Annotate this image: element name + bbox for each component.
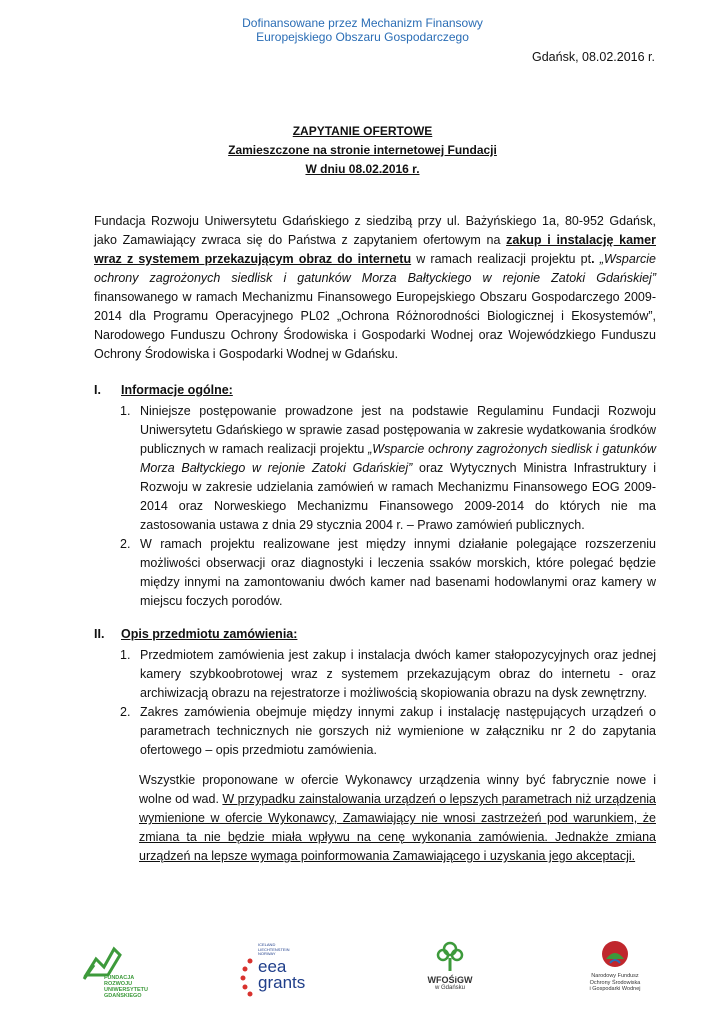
intro-text: Fundacja Rozwoju Uniwersytetu Gdańskiego z siedzibą przy ul. Bażyńskiego 1a, 80-952 Gdańsk, jako Zamawiający zwraca się do Państwa z zapytaniem ofertowym na: [94, 214, 656, 247]
list-item-number: 2.: [120, 705, 131, 719]
section-1-heading: [94, 383, 233, 397]
document-title: [0, 122, 725, 179]
grants-text: grants: [258, 973, 306, 992]
eea-dots-icon: [240, 957, 256, 997]
title-line1: ZAPYTANIE OFERTOWE: [292, 124, 433, 138]
nfosigw-text-2: Ochrony Środowiska: [589, 979, 641, 986]
section-1-list: [116, 402, 656, 611]
list-item-text-2: oraz Wytycznych Ministra Infrastruktury i Rozwoju w zakresie udzielania zamówień w ramach Mechanizmu Finansowego EOG 2009-2014 oraz Norweskiego Mechanizmu Finansowego 2009-2014 do których nie ma zastosowania ustawa z dnia 29 stycznia 2004 r. – Prawo zamówień publicznych.: [140, 461, 657, 532]
list-item: [116, 646, 656, 703]
list-item: [116, 535, 656, 611]
eea-small-2: LIECHTENSTEIN: [258, 946, 290, 952]
eea-small-3: NORWAY: [258, 951, 276, 956]
wfosigw-text: WFOŚiGW: [427, 975, 473, 985]
eea-grants-logo: [240, 943, 320, 1003]
list-item-text: W ramach projektu realizowane jest między innymi działanie polegające rozszerzeniu możliwości obserwacji oraz diagnostyki i leczenia ssaków morskich, które polegać będzie między innymi na zamontowaniu dwóch kamer nad basenami hodowlanymi oraz kamery w miejscu foczych porodów.: [140, 537, 656, 608]
list-item: [116, 402, 656, 535]
list-item-project-name: „Wsparcie ochrony zagrożonych siedlisk i gatunków Morza Bałtyckiego w rejonie Zatoki Gdańskiej”: [140, 442, 656, 475]
fundacja-text-2: ROZWOJU: [104, 981, 133, 987]
wfosigw-city: w Gdańsku: [434, 985, 465, 991]
section-2-list: [116, 646, 656, 760]
list-item-number: 1.: [120, 648, 131, 662]
intro-subject: zakup i instalację kamer wraz z systemem przekazującym obraz do internetu: [94, 233, 656, 266]
fundacja-text-4: GDAŃSKIEGO: [104, 993, 142, 999]
list-item-text: Przedmiotem zamówienia jest zakup i instalacja dwóch kamer stałopozycyjnych oraz jednej kamery szybkoobrotowej wraz z systemem przekazującym obraz do internetu - oraz archiwizacją obrazu na rejestratorze i możliwością skopiowania obrazu na dysk zewnętrzny.: [140, 648, 656, 700]
nfosigw-logo: [585, 939, 645, 1003]
intro-paragraph: [94, 212, 656, 364]
intro-project-name: „Wsparcie ochrony zagrożonych siedlisk i gatunków Morza Bałtyckiego w rejonie Zatoki Gdańskiej”: [94, 252, 656, 285]
footer-logos: [0, 935, 725, 1005]
funding-header-line1: Dofinansowane przez Mechanizm Finansowy: [242, 16, 483, 30]
list-item-number: 2.: [120, 537, 131, 551]
intro-text-2: w ramach realizacji projektu pt: [411, 252, 592, 266]
closing-text: Wszystkie proponowane w ofercie Wykonawcy urządzenia winny być fabrycznie nowe i wolne od wad.: [139, 773, 656, 806]
document-date: Gdańsk, 08.02.2016 r.: [531, 50, 655, 64]
eea-small-1: ICELAND: [258, 942, 276, 947]
nfosigw-emblem-icon: [600, 939, 630, 971]
list-item: [116, 703, 656, 760]
list-item-number: 1.: [120, 404, 131, 418]
list-item-text: Zakres zamówienia obejmuje między innymi zakup i instalację następujących urządzeń o parametrach technicznych nie gorszych niż wymienione w załączniku nr 2 do zapytania ofertowego – opis przedmiotu zamówienia.: [140, 705, 656, 757]
funding-header-line2: Europejskiego Obszaru Gospodarczego: [256, 30, 469, 44]
title-line2: Zamieszczone na stronie internetowej Fundacji: [228, 143, 497, 157]
section-1-title: Informacje ogólne:: [121, 383, 233, 397]
section-2-heading: [94, 627, 297, 641]
closing-underlined-text: W przypadku zainstalowania urządzeń o lepszych parametrach niż urządzenia wymienione w ofercie Wykonawcy, Zamawiający nie wnosi zastrzeżeń pod warunkiem, że zmiana ta nie będzie miała wpływu na cenę wykonania zamówienia. Jednakże zmiana urządzeń na lepsze wymaga poinformowania Zamawiającego i uzyskania jego akceptacji.: [139, 792, 656, 863]
funding-header: [0, 16, 725, 44]
eea-text: eea: [258, 957, 287, 976]
section-1-number: I.: [94, 383, 101, 397]
list-item-text: Niniejsze postępowanie prowadzone jest na podstawie Regulaminu Fundacji Rozwoju Uniwersytetu Gdańskiego w sprawie zasad postępowania w zakresie wydatkowania środków publicznych w ramach realizacji projektu: [140, 404, 656, 456]
nfosigw-text-1: Narodowy Fundusz: [591, 973, 639, 979]
nfosigw-text-3: i Gospodarki Wodnej: [589, 986, 641, 992]
fundacja-text-3: UNIWERSYTETU: [104, 987, 148, 993]
title-line3: W dniu 08.02.2016 r.: [305, 162, 420, 176]
closing-paragraph: [139, 771, 656, 866]
fundacja-text-1: FUNDACJA: [104, 975, 135, 981]
section-2-number: II.: [94, 627, 105, 641]
tree-icon: [435, 941, 465, 973]
wfosigw-logo: [420, 941, 480, 1001]
intro-text-4: finansowanego w ramach Mechanizmu Finansowego Europejskiego Obszaru Gospodarczego 2009-2014 dla Programu Operacyjnego PL02 „Ochrona Różnorodności Biologicznej i Ekosystemów”, Narodowego Funduszu Ochrony Środowiska i Gospodarki Wodnej oraz Wojewódzkiego Funduszu Ochrony Środowiska i Gospodarki Wodnej w Gdańsku.: [94, 290, 656, 361]
fundacja-logo: [80, 945, 160, 1000]
section-2-title: Opis przedmiotu zamówienia:: [121, 627, 298, 641]
intro-text-3: .: [591, 252, 600, 266]
